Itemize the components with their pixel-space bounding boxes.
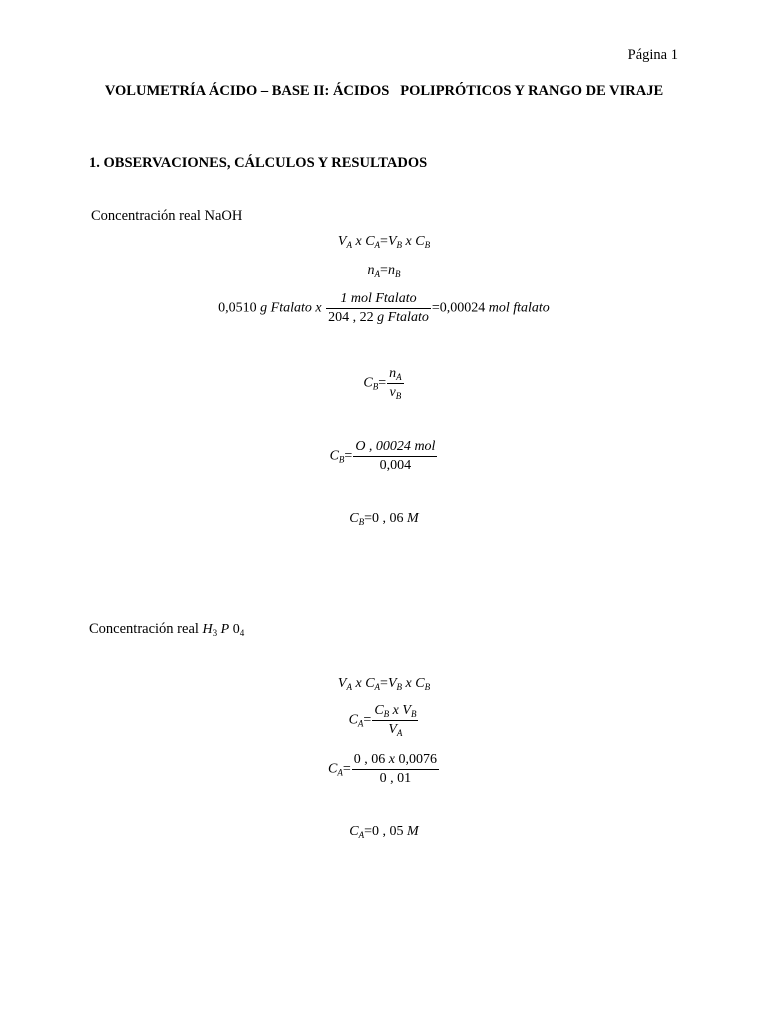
equation-ca-substitution: $C_A=$ $\frac{0 , 06 x 0,0076}{0 , 01}$	[328, 752, 437, 786]
equation-ftalato: 0,0510 g Ftalato x $\frac{\text{1 mol Ftalato}}{\text{204 , 22 g Ftalato}}$ =0,00024 mol ftalato	[218, 291, 550, 325]
section-heading: 1. OBSERVACIONES, CÁLCULOS Y RESULTADOS	[89, 155, 428, 171]
equation-ca-formula: $C_A=$ $\frac{C_B x V_B}{V_A}$	[348, 703, 417, 738]
moles-result: 0,00024	[439, 300, 486, 316]
equation-cb-substitution: $C_B=$ $\frac{\text{O , 00024 mol}}{0,004}$	[329, 439, 436, 473]
ftalato-fraction: $\frac{\text{1 mol Ftalato}}{\text{204 , 22 g Ftalato}}$	[328, 291, 429, 325]
fraction-numerator: 1 mol Ftalato	[340, 291, 417, 306]
naoh-label: Concentración real NaOH	[91, 208, 243, 224]
cb-sub-fraction: $\frac{\text{O , 00024 mol}}{0,004}$	[355, 439, 436, 473]
ca-fraction: $\frac{C_B x V_B}{V_A}$	[374, 703, 417, 738]
ca-denominator: 0 , 01	[379, 771, 412, 786]
ca-result: 0 , 05	[372, 824, 404, 839]
equation-dilution: $V_A$ x $C_A=V_B$ x $C_B$	[337, 234, 431, 250]
equation-ca-result: $C_A=0$ , 05 M	[349, 824, 419, 840]
cb-result: 0 , 06	[372, 511, 404, 526]
equation-cb-result: $C_B=0$ , 06 M	[349, 511, 419, 527]
cb-denominator: 0,004	[379, 458, 412, 473]
ca-num-1: 0 , 06	[353, 752, 386, 767]
ca-sub-fraction: $\frac{0 , 06 x 0,0076}{0 , 01}$	[353, 752, 437, 786]
mass-term: 0,0510	[218, 300, 257, 316]
h3po4-label: Concentración real	[89, 621, 199, 637]
cb-numerator: O , 00024	[355, 439, 411, 454]
fraction-denominator-value: 204 , 22	[328, 310, 374, 325]
cb-fraction: $\frac{n_A}{v_B}$	[389, 366, 402, 401]
equation-cb-formula: $C_B=$ $\frac{n_A}{v_B}$	[363, 366, 402, 401]
equation-moles: $n_A=n_B$	[367, 263, 401, 279]
page-number: Página 1	[627, 47, 678, 63]
ca-num-2: 0,0076	[398, 752, 437, 767]
h3po4-label-row: Concentración real $H_3$ P $0_4$	[89, 621, 245, 638]
document-title: VOLUMETRÍA ÁCIDO – BASE II: ÁCIDOS POLIPRÓTICOS Y RANGO DE VIRAJE	[104, 83, 664, 99]
equation-dilution-2: $V_A$ x $C_A=V_B$ x $C_B$	[337, 676, 431, 692]
